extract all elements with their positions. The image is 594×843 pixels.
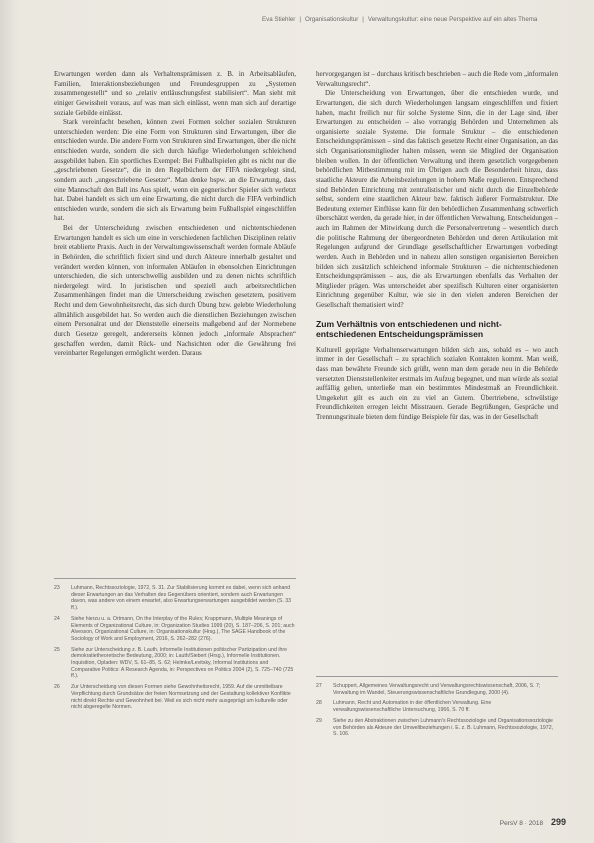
header-author: Eva Stiehler <box>262 16 296 23</box>
journal-issue: PersV 8 · 2018 <box>499 820 544 827</box>
footnote-text: Zur Unterscheidung von diesen Formen siehe Gewohnheitsrecht, 1959. Auf die unmittelbare Verpflichtung durch Grundsätze der freien Normsetzung und der Gestaltung kollektiver Konflikte nicht direkt Rechte und Gewohnheit bei. Weil es sich nicht mehr ausgeprägt um kulturelle oder nicht abgeregelte Normen. <box>71 684 291 711</box>
footnote <box>54 684 296 711</box>
footnote-number: 28 <box>316 700 322 707</box>
footnote <box>54 585 296 612</box>
page-number: 299 <box>550 817 566 827</box>
left-text-column <box>54 70 296 359</box>
footnotes-left <box>54 578 296 715</box>
footnote-text: Schuppert, Allgemeines Verwaltungsrecht und Verwaltungsrechtswissenschaft, 2006, S. 7; Verwaltung im Wandel, Steuerungswissenschaftliche Grundlegung, 2000 (4). <box>333 683 541 696</box>
footnote-number: 27 <box>316 683 322 689</box>
header-title: Verwaltungskultur: eine neue Perspektive auf ein altes Thema <box>367 16 538 23</box>
footnote-number: 23 <box>54 585 60 591</box>
right-text-column <box>316 70 558 423</box>
footnote-text: Siehe hierzu u. a. Ortmann, On the Interplay of the Rules; Krappmann, Multiple Meanings of Elements of Organizational Culture, in: Organization Studies 1999 (20), S. 187–206, S. 201; auch Alvesson, Organizational Culture, in: Organisationskultur (Hrsg.), The SAGE Handbook of the Sociology of Work and Employment, 2016, S. 262–282 (276). <box>71 615 295 642</box>
footnote-text: Siehe zu den Abstraktionen zwischen Luhmann's Rechtssoziologie und Organisationssoziologie von Behörden als Akteure der Umweltbeziehungen i. E. z. B. Luhmann, Rechtssoziologie, 1972, S. 106. <box>333 717 554 738</box>
body-paragraph: Stark vereinfacht besehen, können zwei Formen solcher sozialen Strukturen unterschieden werden: Die eine Form von Strukturen sind Erwartungen, über die entschieden wurde. Die andere Form von Strukturen sind Erwartungen, über die nicht entschieden wurde, sondern die sich durch häufige Wiederholungen schleichend ausgebildet haben. Ein sportliches Exempel: Bei Fußballspielen gibt es nicht nur die „geschriebenen Gesetze“, die in den Regelbüchern der FIFA niedergelegt sind, sondern auch „ungeschriebene Gesetze“. Man denke bspw. an die Erwartung, dass eine Mannschaft den Ball ins Aus spielt, wenn ein gegnerischer Spieler sich verletzt hat. Dabei handelt es sich um eine Erwartung, die nicht durch die FIFA verbindlich entschieden wurde, sondern die sich als Erwartung beim Fußballspiel eingeschliffen hat. <box>54 118 296 223</box>
footnote <box>316 683 558 696</box>
body-paragraph: hervorgegangen ist – durchaus kritisch beschrieben – auch die Rede vom „informalen Verwaltungsrecht“. <box>316 70 558 88</box>
body-paragraph: Erwartungen werden dann als Verhaltensprämissen z. B. in Arbeitsabläufen, Familien, Interaktionsbeziehungen und Freundesgruppen zu „Systemen zusammengestellt“ und so „relativ entläuschungsfest stabilisiert“. Man sieht mit einiger Gewissheit voraus, auf was man sich einlässt, wenn man sich auf derartige soziale Gebilde einlässt. <box>54 70 296 117</box>
body-paragraph: Kulturell geprägte Verhaltenserwartungen bilden sich aus, sobald es – wo auch immer in der Gesellschaft – zu sprachlich sozialen Kontakten kommt. Man weiß, dass man bewährte Freunde sich grüßt, wenn man dem gerade neu in die Behörde versetzten Dienststellenleiter erstmals im Aufzug begegnet, und man würde als sozial auffällig gelten, unterließe man ein bestimmtes Mindestmaß an Freundlichkeit. Umgekehrt gilt es auch ein zu viel an Gutem. Übertriebene, schwülstige Freundlichkeiten erregen leicht Misstrauen. Gerade Begrüßungen, Gespräche und Trennungsrituale bieten dem fündige Beispiele für das, was in der Gesellschaft <box>316 345 558 421</box>
footnote-number: 24 <box>54 615 60 622</box>
footnote <box>54 616 296 643</box>
footnote-number: 26 <box>54 684 60 691</box>
body-paragraph: Bei der Unterscheidung zwischen entschiedenen und nichtentschiedenen Erwartungen handelt es sich um eine in verschiedenen fachlichen Disziplinen relativ breit etablierte Praxis. Auch in der Verwaltungswissenschaft werden formale Abläufe in Behörden, die schriftlich fixiert sind und durch Akteure innerhalb gestaltet und verändert werden können, von informalen Abläufen in ebensolchen Einrichtungen unterschieden, die sich unterschwellig ausbilden und zu denen nichts schriftlich niedergelegt wird. In juristischen und speziell auch arbeitsrechtlichen Zusammenhängen findet man die Unterscheidung zwischen gesetztem, positivem Recht und dem Gewohnheitsrecht, das sich durch Übung bzw. gelebte Wiederholung allmählich ausgebildet hat. So werden auch die dienstlichen Beziehungen zwischen einem Personalrat und der Dienststelle einerseits maßgebend auf der Normebene durch Gesetze geregelt, andererseits können jedoch „informale Absprachen“ geschaffen werden, damit Rück- und Nachsichten oder die Gewährung frei vereinbarter Regelungen ermöglicht werden. Daraus <box>54 224 296 358</box>
footnote <box>316 700 558 713</box>
footnote-text: Luhmann, Rechtssoziologie, 1972, S. 31. Zur Stabilisierung kommt es dabei, wenn sich anhand dieser Erwartungen an das Verhalten des Gegenübers orientiert, sondern auch Erwartungen davon, was andere von einem erwartet, also Erwartungserwartungen ausgebildet werden (S. 33 ff.). <box>71 585 292 612</box>
running-header: Eva Stiehler | Organisationskultur | Verwaltungskultur: eine neue Perspektive auf ein altes Thema <box>262 16 538 23</box>
section-heading: Zum Verhältnis von entschiedenen und nicht-entschiedenen Entscheidungsprämissen <box>316 318 502 340</box>
footnote <box>54 647 296 681</box>
footnote-number: 29 <box>316 717 322 724</box>
page-footer <box>500 817 566 827</box>
body-paragraph: Die Unterscheidung von Erwartungen, über die entschieden wurde, und Erwartungen, die sich durch Wiederholungen langsam eingeschliffen und fixiert haben, macht freilich nur für solche Systeme Sinn, die in der Lage sind, über Erwartungen zu entscheiden – also vorrangig Behörden und Unternehmen als organisierte soziale Systeme. Die formale Struktur – die entschiedenen Entscheidungsprämissen – sind das faktisch gesetzte Recht einer Organisation, an das sich Organisationsmitglieder halten müssen, wenn sie Mitglied der Organisation bleiben wollen. In der öffentlichen Verwaltung und ihrem gesetzlich vorgegebenen behördlichen Mitbestimmung mit im Übrigen auch die Besonderheit hinzu, dass staatliche Akteure die Arbeitsbeziehungen in hohem Maße regulieren. Entsprechend sind Behörden Einrichtung mit zentralistischer und nicht durch die Einzelbehörde selbst, sondern eine staatlichen Akteur bzw. faktisch äußerer Formalstruktur. Die Bedeutung externer Einflüsse kann für den behördlichen Zusammenhang schwerlich überschätzt werden, da gerade hier, in der öffentlichen Verwaltung, Entscheidungen – auch im Rahmen der Mitwirkung durch die Personalvertretung – wesentlich durch die politische Rahmung der übergeordneten Behörden und deren Artikulation mit Regelungen aufgrund der Grundlage gesellschaftlicher Erwartungen vorbedingt werden. Auch in Behörden und in nahezu allen sonstigen organisierten Bereichen bilden sich zusätzlich schleichend informale Strukturen – die nichtentschiedenen Entscheidungsprämissen – aus, die als Erwartungen ebenfalls das Verhalten der Mitglieder prägen. Was unterscheidet aber spezifisch Kulturen einer organisierten Einrichtung gegenüber Kultur, wie sie in den vielen anderen Bereichen der Gesellschaft thematisiert wird? <box>316 89 558 309</box>
footnote <box>316 718 558 738</box>
header-section: Organisationskultur <box>304 16 359 23</box>
footnote-text: Luhmann, Recht und Automation in der öffentlichen Verwaltung. Eine verwaltungswissenschaftliche Untersuchung, 1966, S. 70 ff. <box>333 700 492 714</box>
footnotes-right <box>316 676 558 742</box>
footnote-number: 25 <box>54 646 60 653</box>
footnote-text: Siehe zur Unterscheidung z. B. Lauth, Informelle Institutionen politischer Partizipation und ihre demokratietheoretische Bedeutung, 2000; in: Lauth/Siebert (Hrsg.), Informelle Institutionen. Inquisition, Opladen: WDV, S. 61–85, S. 62; Helmke/Levitsky, Informal Institutions and Comparative Politics: A Research Agenda, in: Perspectives on Politics 2004 (2), S. 725–740 (725 ff.). <box>71 646 294 680</box>
